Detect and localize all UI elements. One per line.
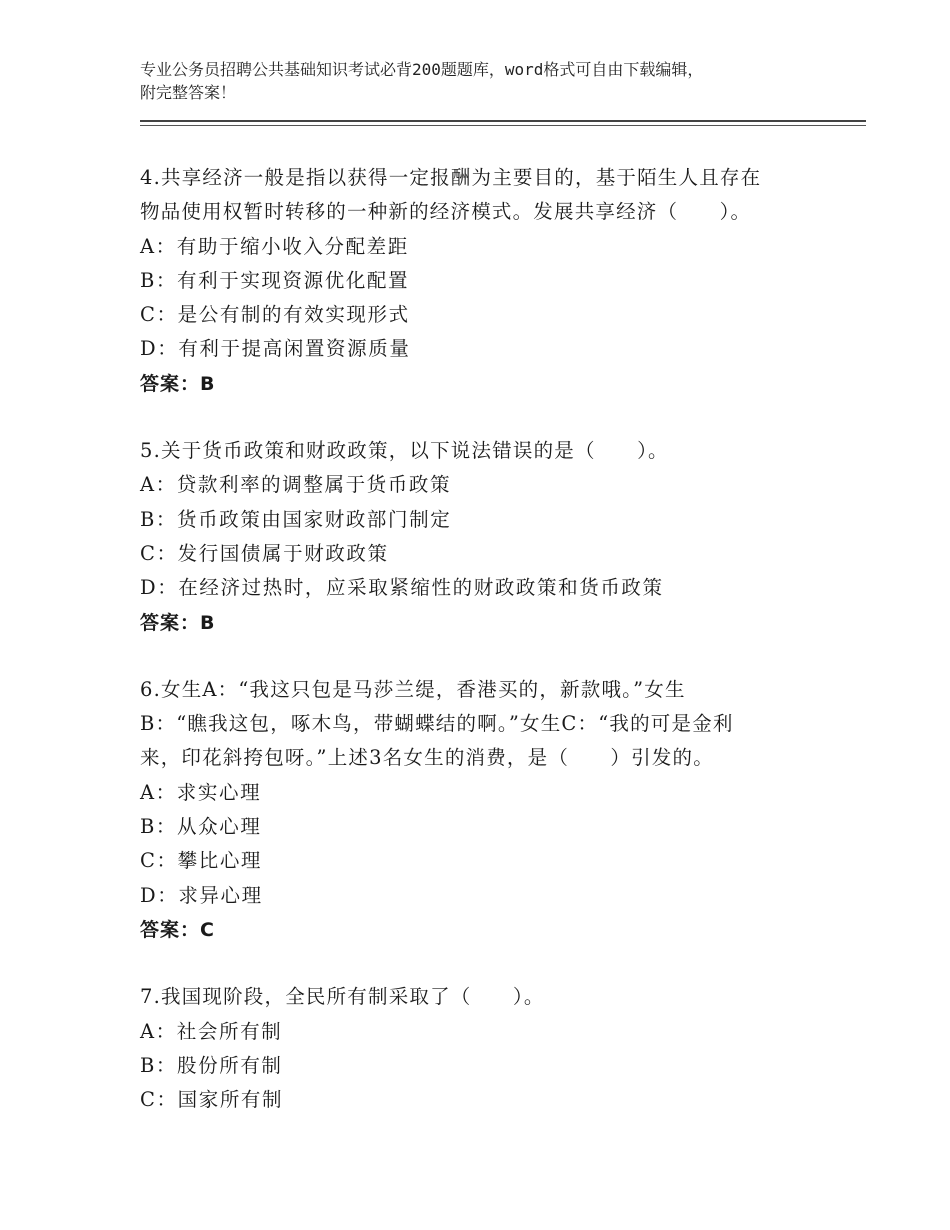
- option-a: A：求实心理: [140, 780, 262, 804]
- question-4: [140, 161, 820, 401]
- question-stem-line: 来，印花斜挎包呀。”上述3名女生的消费，是（ ）引发的。: [140, 746, 714, 770]
- header-line-1: 专业公务员招聘公共基础知识考试必背200题题库，word格式可自由下载编辑，: [140, 60, 704, 79]
- option-b: B：货币政策由国家财政部门制定: [140, 507, 452, 531]
- option-a: A：社会所有制: [140, 1019, 283, 1043]
- question-5: [140, 434, 820, 640]
- option-d: D：在经济过热时，应采取紧缩性的财政政策和货币政策: [140, 576, 664, 600]
- question-stem-line: B：“瞧我这包，啄木鸟，带蝴蝶结的啊。”女生C：“我的可是金利: [140, 712, 734, 736]
- option-c: C：国家所有制: [140, 1088, 284, 1112]
- document-header: [140, 58, 840, 104]
- option-b: B：有利于实现资源优化配置: [140, 268, 410, 292]
- option-c: C：是公有制的有效实现形式: [140, 303, 410, 327]
- option-b: B：从众心理: [140, 815, 262, 839]
- option-b: B：股份所有制: [140, 1053, 283, 1077]
- option-c: C：发行国债属于财政政策: [140, 541, 389, 565]
- question-stem-line: 4.共享经济一般是指以获得一定报酬为主要目的，基于陌生人且存在: [140, 166, 762, 189]
- question-stem-line: 7.我国现阶段，全民所有制采取了（ ）。: [140, 985, 545, 1009]
- option-d: D：有利于提高闲置资源质量: [140, 337, 411, 361]
- question-stem-line: 物品使用权暂时转移的一种新的经济模式。发展共享经济（ ）。: [140, 200, 752, 224]
- answer-line: 答案：B: [140, 611, 216, 634]
- question-stem-line: 6.女生A：“我这只包是马莎兰缇，香港买的，新款哦。”女生: [140, 677, 686, 701]
- answer-line: 答案：C: [140, 918, 215, 941]
- question-6: [140, 673, 820, 947]
- option-d: D：求异心理: [140, 883, 263, 907]
- question-list: [140, 161, 820, 1150]
- option-c: C：攀比心理: [140, 849, 263, 873]
- header-line-2: 附完整答案！: [140, 83, 237, 102]
- question-7: [140, 980, 820, 1117]
- answer-line: 答案：B: [140, 372, 216, 395]
- question-stem-line: 5.关于货币政策和财政政策，以下说法错误的是（ ）。: [140, 439, 669, 463]
- header-rule-thin: [140, 125, 866, 126]
- option-a: A：有助于缩小收入分配差距: [140, 234, 409, 258]
- option-a: A：贷款利率的调整属于货币政策: [140, 473, 452, 497]
- header-rule-thick: [140, 120, 866, 122]
